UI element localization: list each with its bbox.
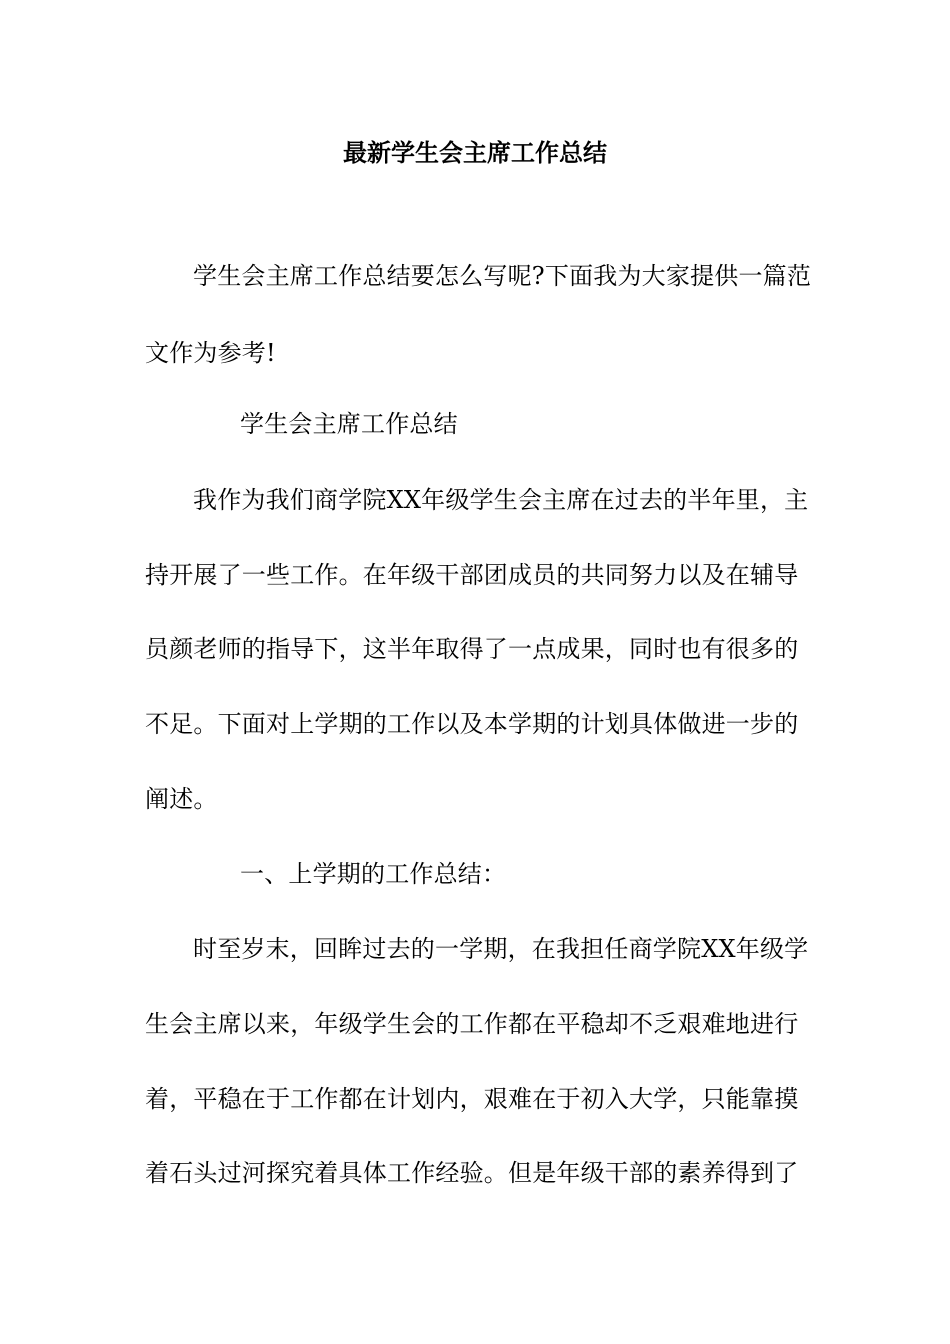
paragraph-line: 着石头过河探究着具体工作经验。但是年级干部的素养得到了	[145, 1159, 799, 1187]
paragraph-line: 生会主席以来，年级学生会的工作都在平稳却不乏艰难地进行	[145, 1010, 799, 1038]
paragraph-line: 我作为我们商学院XX年级学生会主席在过去的半年里，主	[193, 486, 809, 514]
paragraph-line: 持开展了一些工作。在年级干部团成员的共同努力以及在辅导	[145, 561, 799, 589]
paragraph-line: 着，平稳在于工作都在计划内，艰难在于初入大学，只能靠摸	[145, 1085, 799, 1113]
document-title: 最新学生会主席工作总结	[343, 139, 607, 167]
paragraph-line: 阐述。	[145, 785, 218, 813]
paragraph-line: 员颜老师的指导下，这半年取得了一点成果，同时也有很多的	[145, 635, 799, 663]
section-heading: 一、上学期的工作总结：	[240, 860, 507, 888]
paragraph-line: 不足。下面对上学期的工作以及本学期的计划具体做进一步的	[145, 710, 799, 738]
paragraph-line: 时至岁末，回眸过去的一学期，在我担任商学院XX年级学	[193, 935, 809, 963]
section-heading: 学生会主席工作总结	[240, 410, 458, 438]
paragraph-line: 学生会主席工作总结要怎么写呢?下面我为大家提供一篇范	[193, 262, 812, 290]
paragraph-line: 文作为参考!	[145, 339, 276, 367]
